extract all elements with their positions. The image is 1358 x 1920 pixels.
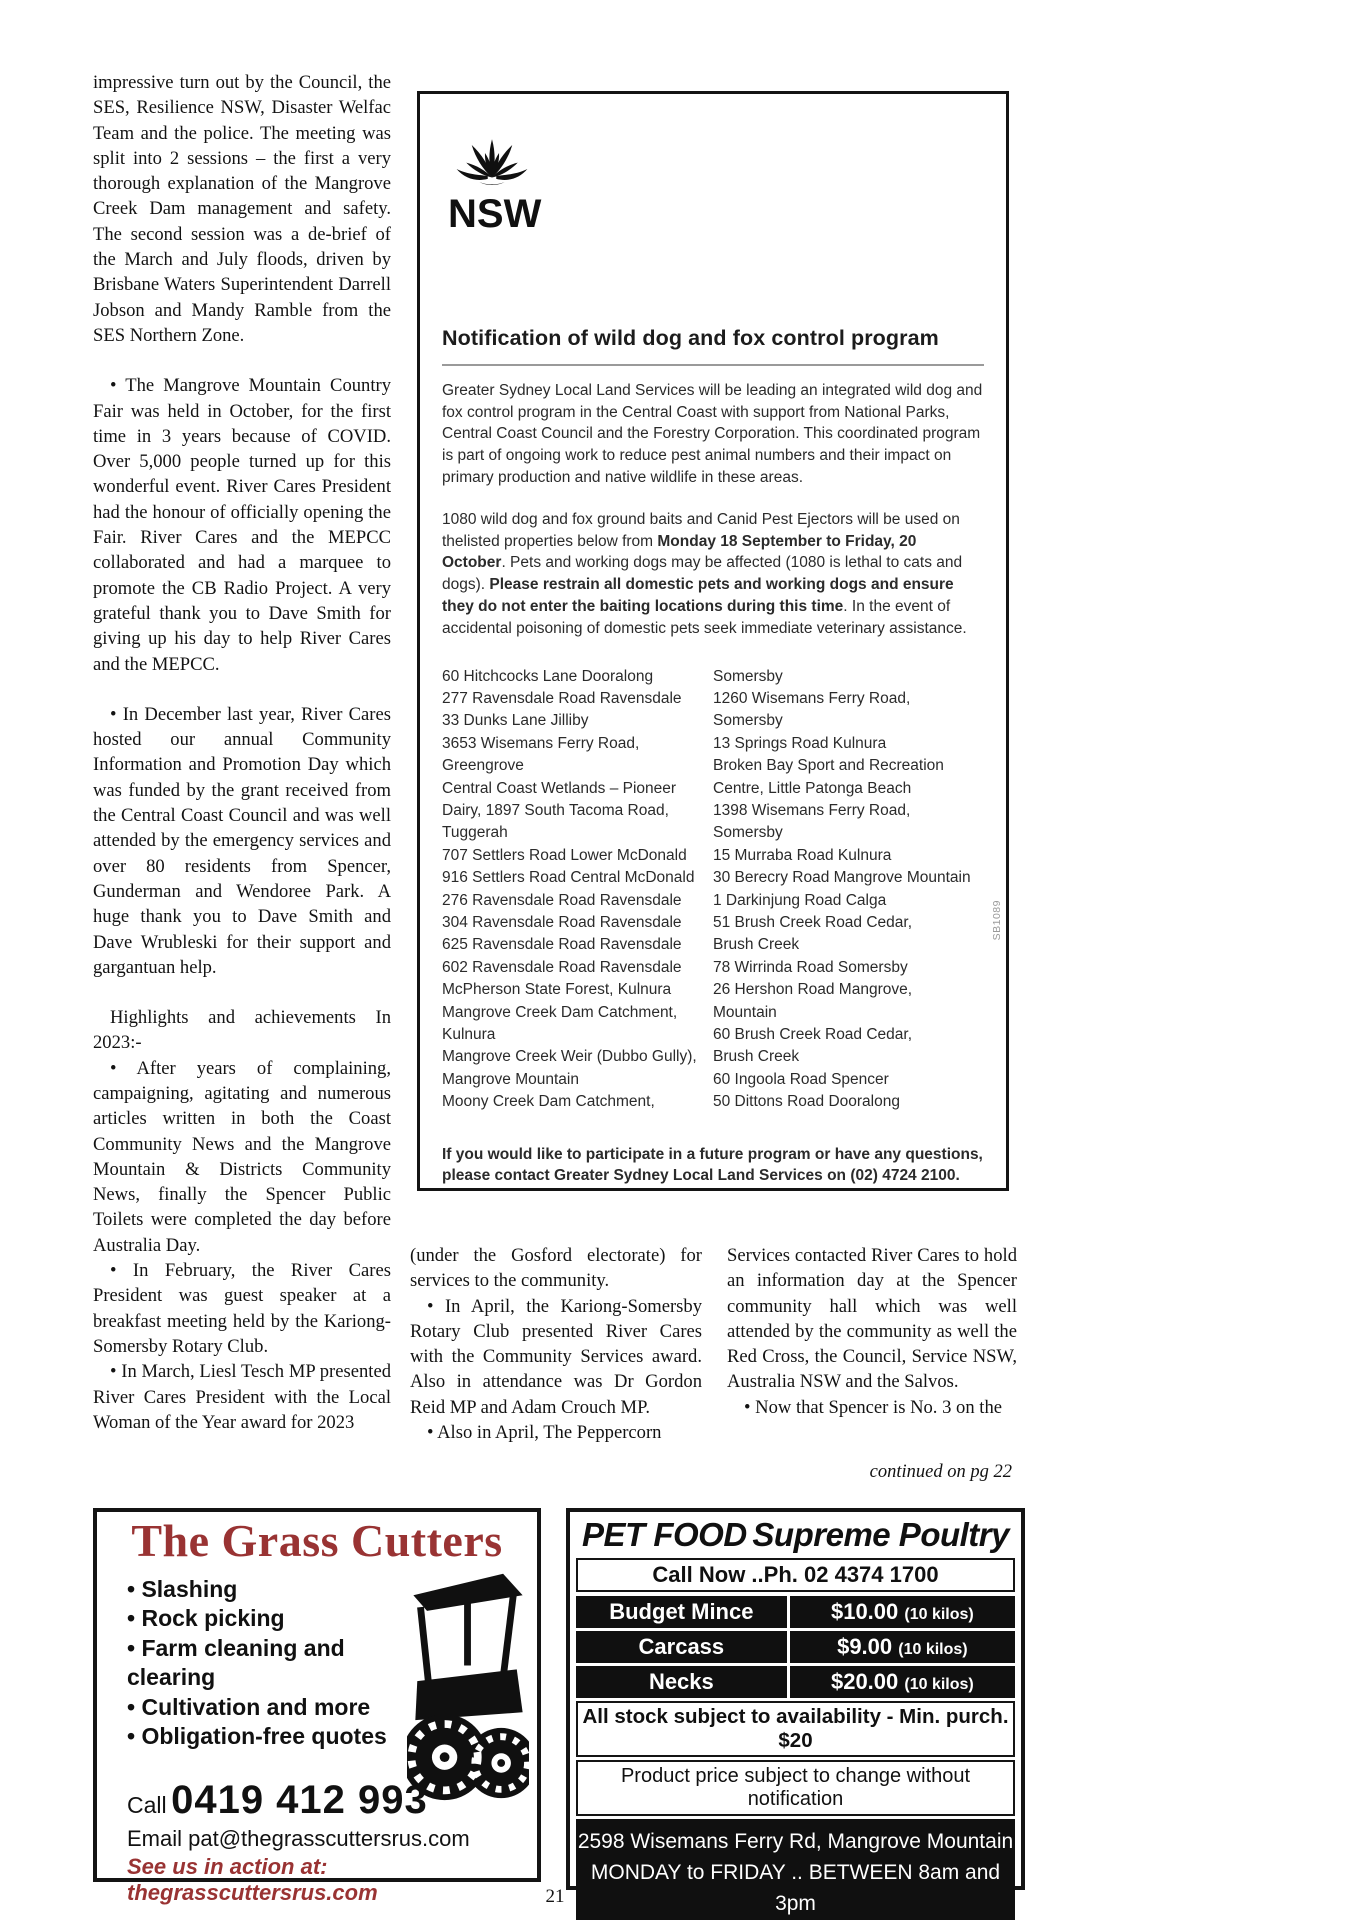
service-item: • Cultivation and more	[127, 1693, 427, 1723]
address-line: 3653 Wisemans Ferry Road,	[442, 734, 640, 752]
notice-bold-dates: Monday 18 September to Friday, 20 October	[442, 532, 917, 572]
address-line: 30 Berecry Road Mangrove Mountain	[713, 869, 971, 887]
address-line: Kulnura	[442, 1026, 496, 1044]
address-line: Mountain	[713, 1003, 777, 1021]
nsw-notice-box	[417, 91, 1009, 1191]
article-paragraph: • Now that Spencer is No. 3 on the	[744, 1396, 1002, 1418]
continued-note: continued on pg 22	[869, 1462, 1012, 1482]
notice-divider	[442, 364, 984, 366]
item-unit: (10 kilos)	[904, 1675, 974, 1693]
notice-ref-code: SB1089	[991, 900, 1003, 941]
pet-food-hours: MONDAY to FRIDAY .. BETWEEN 8am and 3pm	[590, 1860, 1001, 1915]
address-line: Tuggerah	[442, 824, 508, 842]
address-line: 916 Settlers Road Central McDonald	[442, 869, 695, 887]
nsw-waratah-icon	[448, 118, 536, 186]
call-label: Call	[127, 1792, 167, 1818]
address-line: 50 Dittons Road Dooralong	[713, 1093, 900, 1111]
email-line: Email pat@thegrasscuttersrus.com	[127, 1826, 470, 1851]
pet-food-row	[576, 1631, 1015, 1663]
address-line: 15 Murraba Road Kulnura	[713, 846, 892, 864]
address-line: Centre, Little Patonga Beach	[713, 779, 912, 797]
item-name: Carcass	[576, 1631, 787, 1663]
address-line: 26 Hershon Road Mangrove,	[713, 981, 913, 999]
article-paragraph: Highlights and achievements In 2023:-	[93, 1007, 391, 1054]
address-line: Greengrove	[442, 757, 524, 775]
article-paragraph: • Also in April, The Peppercorn	[427, 1422, 662, 1444]
item-price-cell	[790, 1666, 1015, 1698]
service-item: • Obligation-free quotes	[127, 1722, 427, 1752]
service-item: • Farm cleaning and clearing	[127, 1634, 427, 1693]
address-line: 277 Ravensdale Road Ravensdale	[442, 689, 682, 707]
address-line: Mangrove Creek Weir (Dubbo Gully),	[442, 1048, 697, 1066]
address-line: 602 Ravensdale Road Ravensdale	[442, 958, 682, 976]
pet-food-call-line: Call Now ..Ph. 02 4374 1700	[576, 1558, 1015, 1592]
notice-paragraph-1: Greater Sydney Local Land Services will be leading an integrated wild dog and fox control program in the Central Coast with support from National Parks, Central Coast Council and the Forestry Corporation. This coordinated program is part of ongoing work to reduce pest animal numbers and their impact on primary production and native wildlife in these areas.	[442, 381, 983, 486]
address-line: Broken Bay Sport and Recreation	[713, 757, 944, 775]
item-price: $20.00	[830, 1668, 899, 1694]
pet-food-title	[576, 1516, 1015, 1554]
article-paragraph: • In April, the Kariong-Somersby Rotary Club presented River Cares with the Community Services award. Also in attendance was Dr Gordon Reid MP and Adam Crouch MP.	[410, 1295, 702, 1418]
tractor-illustration	[407, 1566, 529, 1804]
notice-footer: If you would like to participate in a future program or have any questions, please contact Greater Sydney Local Land Services on (02) 4724 2100.	[442, 1145, 983, 1185]
pet-food-row	[576, 1596, 1015, 1628]
article-paragraph: impressive turn out by the Council, the SES, Resilience NSW, Disaster Welfac Team and the police. The meeting was split into 2 sessions – the first a very thorough explanation of the Mangrove Creek Dam management and safety. The second session was a de-brief of the March and July floods, driven by Brisbane Waters Superintendent Darrell Jobson and Mandy Ramble from the SES Northern Zone.	[93, 72, 391, 346]
baiting-addresses-left	[442, 666, 713, 1114]
article-column-2	[410, 1243, 702, 1445]
item-price: $9.00	[837, 1633, 893, 1659]
address-line: Somersby	[713, 712, 783, 730]
notice-text-segment: 1080 wild dog and fox ground baits and Canid Pest Ejectors will be used on thelisted properties below from	[442, 510, 960, 550]
address-line: 1 Darkinjung Road Calga	[713, 891, 887, 909]
baiting-locations-list	[442, 666, 984, 1114]
pet-food-address: 2598 Wisemans Ferry Rd, Mangrove Mountain	[577, 1829, 1014, 1853]
nsw-logotype: NSW	[448, 192, 542, 236]
item-unit: (10 kilos)	[898, 1640, 968, 1658]
address-line: 625 Ravensdale Road Ravensdale	[442, 936, 682, 954]
page-number: 21	[545, 1886, 565, 1907]
phone-number: 0419 412 993	[171, 1778, 428, 1822]
baiting-addresses-right	[713, 666, 984, 1114]
grass-cutters-title: The Grass Cutters	[131, 1515, 503, 1566]
address-line: 60 Hitchcocks Lane Dooralong	[442, 667, 654, 685]
grass-cutters-call-line	[127, 1778, 428, 1823]
article-column-3	[727, 1243, 1017, 1420]
address-line: 33 Dunks Lane Jilliby	[442, 712, 589, 730]
notice-text-segment: . Pets and working dogs may be affected (1080 is lethal to cats and dogs).	[442, 554, 963, 594]
address-line: 60 Ingoola Road Spencer	[713, 1070, 889, 1088]
item-price-cell	[790, 1596, 1015, 1628]
address-line: 13 Springs Road Kulnura	[713, 734, 887, 752]
address-line: Central Coast Wetlands – Pioneer	[442, 779, 677, 797]
item-price-cell	[790, 1631, 1015, 1663]
item-name: Necks	[576, 1666, 787, 1698]
address-line: 1260 Wisemans Ferry Road,	[713, 689, 911, 707]
article-paragraph: • After years of complaining, campaigning, agitating and numerous articles written in both the Coast Community News and the Mangrove Mountain & Districts Community News, finally the Spencer Public Toilets were completed the day before Australia Day.	[93, 1057, 391, 1256]
article-column-1	[93, 70, 391, 1435]
address-line: Mangrove Creek Dam Catchment,	[442, 1003, 678, 1021]
price-change-line: Product price subject to change without notification	[576, 1760, 1015, 1816]
stock-availability-line: All stock subject to availability - Min. purch. $20	[576, 1701, 1015, 1757]
address-line: 60 Brush Creek Road Cedar,	[713, 1026, 913, 1044]
pet-food-title-left: PET FOOD	[582, 1516, 747, 1553]
website-line: See us in action at: thegrasscuttersrus.com	[127, 1854, 378, 1905]
article-paragraph: (under the Gosford electorate) for services to the community.	[410, 1245, 702, 1292]
service-item: • Rock picking	[127, 1604, 427, 1634]
address-line: Brush Creek	[713, 1048, 800, 1066]
article-paragraph: • In December last year, River Cares hosted our annual Community Information and Promotion Day which was funded by the grant received from the Central Coast Council and was well attended by the emergency services and over 80 residents from Spencer, Gunderman and Wendoree Park. A huge thank you to Dave Smith and Dave Wrubleski for their support and gargantuan help.	[93, 703, 391, 978]
notice-title: Notification of wild dog and fox control program	[442, 326, 939, 350]
address-line: 276 Ravensdale Road Ravensdale	[442, 891, 682, 909]
address-line: McPherson State Forest, Kulnura	[442, 981, 672, 999]
address-line: Somersby	[713, 824, 783, 842]
notice-bold-warning: Please restrain all domestic pets and working dogs and ensure they do not enter the baiting locations during this time	[442, 576, 954, 615]
address-line: Brush Creek	[713, 936, 800, 954]
address-line: 304 Ravensdale Road Ravensdale	[442, 914, 682, 932]
notice-text-segment: . In the event of accidental poisoning of domestic pets seek immediate veterinary assistance.	[442, 597, 967, 637]
address-line: Dairy, 1897 South Tacoma Road,	[442, 802, 669, 819]
article-paragraph: • The Mangrove Mountain Country Fair was held in October, for the first time in 3 years because of COVID. Over 5,000 people turned up for this wonderful event. River Cares President had the honour of officially opening the Fair. River Cares and the MEPCC collaborated and had a marquee to promote the CB Radio Project. A very grateful thank you to Dave Smith for giving up his day to help River Cares and the MEPCC.	[93, 375, 391, 675]
address-line: 51 Brush Creek Road Cedar,	[713, 914, 913, 932]
address-line: Moony Creek Dam Catchment,	[442, 1093, 655, 1111]
address-line: 1398 Wisemans Ferry Road,	[713, 802, 911, 819]
address-line: Somersby	[713, 667, 783, 685]
pet-food-row	[576, 1666, 1015, 1698]
notice-paragraph-2	[442, 509, 984, 640]
article-paragraph: Services contacted River Cares to hold an information day at the Spencer community hall which was well attended by the community as well the Red Cross, the Council, Service NSW, Australia NSW and the Salvos.	[727, 1245, 1017, 1393]
service-item: • Slashing	[127, 1575, 427, 1605]
pet-food-price-table	[576, 1596, 1015, 1698]
address-line: 707 Settlers Road Lower McDonald	[442, 846, 687, 864]
nsw-logo	[448, 118, 544, 234]
item-price: $10.00	[830, 1598, 899, 1624]
item-name: Budget Mince	[576, 1596, 787, 1628]
item-unit: (10 kilos)	[904, 1605, 974, 1623]
article-paragraph: • In February, the River Cares President was guest speaker at a breakfast meeting held by the Kariong-Somersby Rotary Club.	[93, 1260, 391, 1357]
pet-food-ad	[566, 1508, 1025, 1915]
address-line: Mangrove Mountain	[442, 1070, 579, 1088]
grass-cutters-ad	[93, 1508, 541, 1905]
pet-food-title-right: Supreme Poultry	[752, 1516, 1009, 1553]
grass-cutters-services-list	[127, 1575, 427, 1752]
article-paragraph: • In March, Liesl Tesch MP presented River Cares President with the Local Woman of the Year award for 2023	[93, 1361, 391, 1433]
address-line: 78 Wirrinda Road Somersby	[713, 958, 908, 976]
